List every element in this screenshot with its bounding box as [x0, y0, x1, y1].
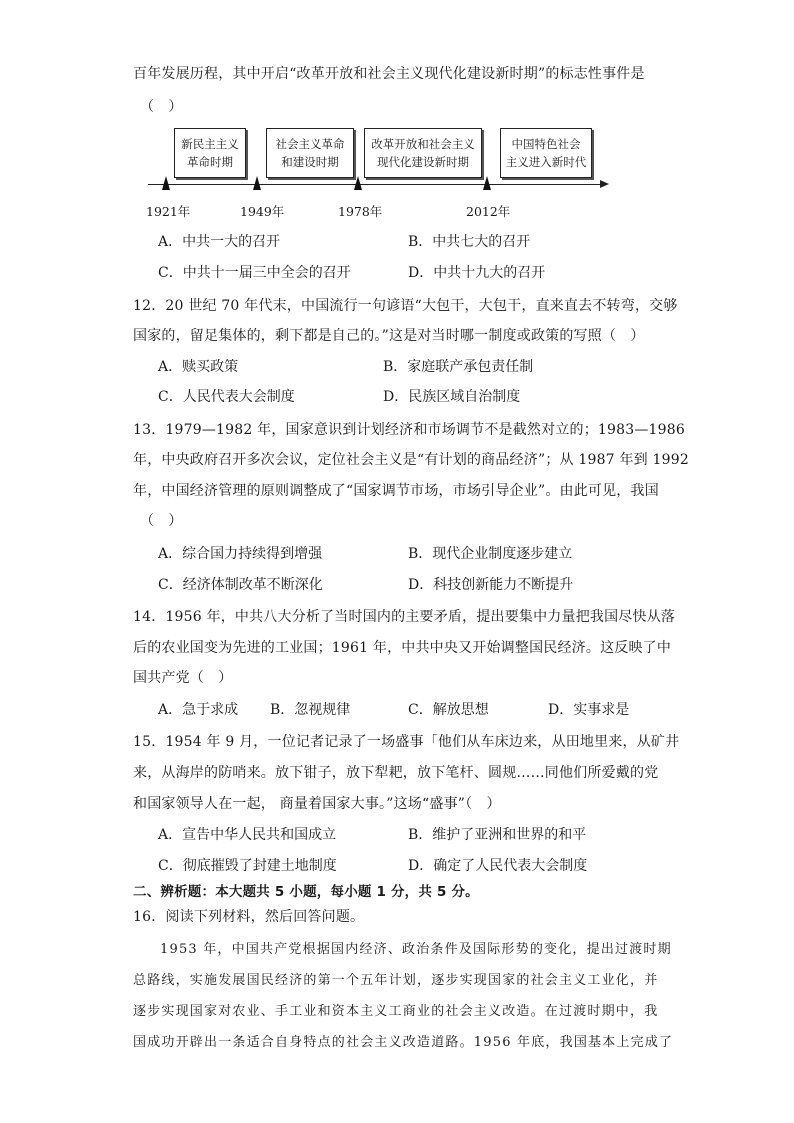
q15-option-c: C．彻底摧毁了封建土地制度 — [158, 858, 337, 874]
timeline-box-label: 社会主义革命 — [275, 137, 345, 151]
q13-stem-line3: 年，中国经济管理的原则调整成了“国家调节市场，市场引导企业”。由此可见，我国 — [133, 483, 659, 499]
q14-stem-line2: 后的农业国变为先进的工业国；1961 年，中共中央又开始调整国民经济。这反映了中 — [133, 640, 672, 656]
q15-option-b: B．维护了亚洲和世界的和平 — [408, 827, 587, 843]
q12-option-b: B．家庭联产承包责任制 — [383, 359, 534, 375]
timeline-box-label: 主义进入新时代 — [505, 155, 587, 169]
q11-answer-blank: （ ） — [140, 99, 183, 115]
timeline-marker — [483, 176, 491, 190]
q12-option-c: C．人民代表大会制度 — [158, 389, 295, 405]
q12-stem-line2: 国家的，留足集体的，剩下都是自己的。”这是对当时哪一制度或政策的写照（ ） — [133, 328, 645, 344]
timeline-box-label: 和建设时期 — [281, 155, 339, 169]
q16-material-line: 国成功开辟出一条适合自身特点的社会主义改造道路。1956 年底，我国基本上完成了 — [133, 1035, 674, 1050]
timeline-year: 1949年 — [240, 204, 285, 219]
q13-stem-line2: 年，中央政府召开多次会议，定位社会主义是“有计划的商品经济”；从 1987 年到 1992 — [133, 452, 689, 468]
timeline-year: 1921年 — [146, 204, 191, 219]
q14-option-d: D．实事求是 — [548, 702, 630, 718]
q13-option-b: B．现代企业制度逐步建立 — [408, 546, 573, 562]
q12-stem-line1: 12．20 世纪 70 年代末，中国流行一句谚语“大包干，大包干，直来直去不转弯，交够 — [133, 298, 678, 314]
q14-stem-line1: 14．1956 年，中共八大分析了当时国内的主要矛盾，提出要集中力量把我国尽快从落 — [133, 609, 676, 625]
q13-option-d: D．科技创新能力不断提升 — [408, 577, 574, 593]
q14-option-c: C．解放思想 — [408, 702, 489, 718]
timeline-box-label: 改革开放和社会主义 — [371, 137, 475, 151]
timeline-year: 1978年 — [338, 204, 383, 219]
q13-stem-line1: 13．1979—1982 年，国家意识到计划经济和市场调节不是截然对立的；1983—1986 — [133, 422, 685, 438]
q15-stem-line1: 15．1954 年 9 月，一位记者记录了一场盛事「他们从车床边来，从田地里来，从矿井 — [133, 734, 680, 750]
timeline-marker — [354, 176, 362, 190]
q15-option-a: A．宣告中华人民共和国成立 — [158, 827, 337, 843]
q16-material-line: 总路线，实施发展国民经济的第一个五年计划，逐步实现国家的社会主义工业化，并 — [133, 973, 659, 988]
timeline-box-new-era — [500, 128, 592, 178]
q14-stem-line3: 国共产党（ ） — [133, 670, 233, 686]
q11-stem-line1: 百年发展历程，其中开启“改革开放和社会主义现代化建设新时期”的标志性事件是 — [133, 66, 645, 82]
timeline-box-label: 新民主主义 — [181, 137, 239, 151]
timeline-box-label: 革命时期 — [187, 155, 233, 169]
q15-option-d: D．确定了人民代表大会制度 — [408, 858, 588, 874]
q12-option-a: A．赎买政策 — [158, 359, 239, 375]
q11-option-b: B．中共七大的召开 — [408, 234, 531, 250]
q12-option-d: D．民族区域自治制度 — [383, 389, 521, 405]
q14-option-b: B．忽视规律 — [270, 702, 351, 718]
q15-stem-line2: 来，从海岸的防哨来。放下钳子，放下犁耙，放下笔杆、圆规……同他们所爱戴的党 — [133, 765, 659, 781]
q16-material-line: 逐步实现国家对农业、手工业和资本主义工商业的社会主义改造。在过渡时期中，我 — [133, 1004, 659, 1019]
q11-option-a: A．中共一大的召开 — [158, 234, 281, 250]
timeline-box-label: 中国特色社会 — [511, 137, 581, 151]
timeline-box-new-democratic-revolution — [174, 128, 246, 178]
q13-answer-blank: （ ） — [140, 513, 183, 529]
timeline-axis — [148, 184, 603, 185]
q16-intro: 16．阅读下列材料，然后回答问题。 — [133, 909, 365, 925]
q16-material-line: 1953 年，中国共产党根据国内经济、政治条件及国际形势的变化，提出过渡时期 — [160, 942, 672, 957]
q13-option-a: A．综合国力持续得到增强 — [158, 546, 323, 562]
timeline-box-label: 现代化建设新时期 — [377, 155, 469, 169]
timeline-year: 2012年 — [466, 204, 511, 219]
q14-option-a: A．急于求成 — [158, 702, 239, 718]
q11-option-d: D．中共十九大的召开 — [408, 265, 546, 281]
timeline-marker — [253, 176, 261, 190]
timeline-arrow-icon — [600, 180, 609, 188]
q15-stem-line3: 和国家领导人在一起， 商量着国家大事。”这场“盛事”（ ） — [133, 796, 501, 812]
q13-option-c: C．经济体制改革不断深化 — [158, 577, 323, 593]
section-heading: 二、辨析题：本大题共 5 小题，每小题 1 分，共 5 分。 — [133, 884, 479, 900]
timeline-diagram — [148, 128, 618, 228]
q11-option-c: C．中共十一届三中全会的召开 — [158, 265, 351, 281]
timeline-marker — [162, 176, 170, 190]
timeline-box-reform-opening — [364, 128, 482, 178]
timeline-box-socialist-revolution — [266, 128, 354, 178]
